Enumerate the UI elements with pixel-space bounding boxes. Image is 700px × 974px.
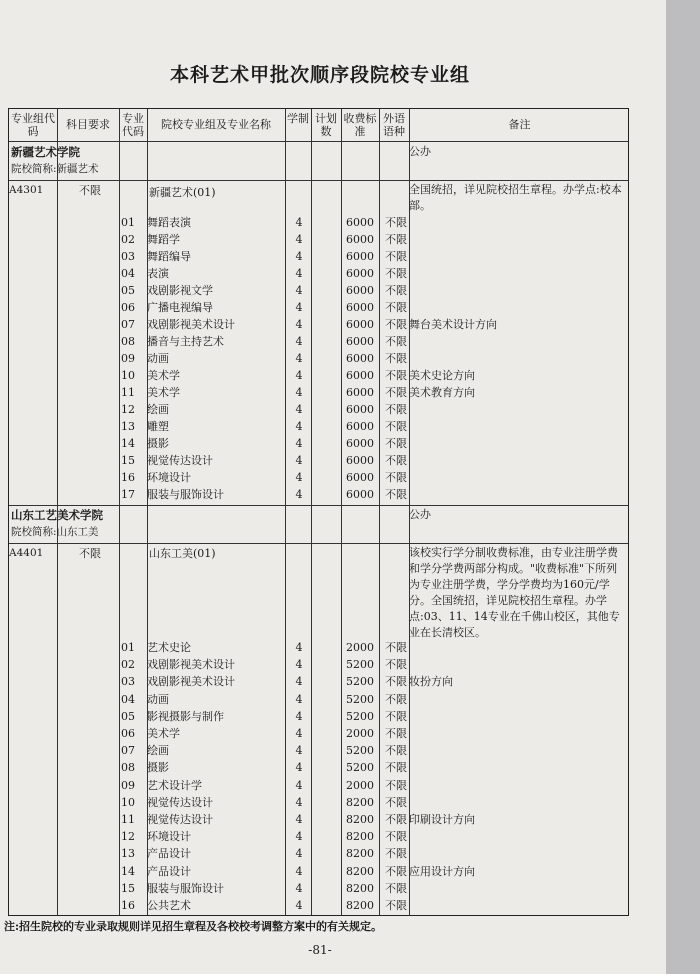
major-name: 艺术史论: [147, 641, 191, 654]
major-years: 4: [295, 403, 303, 416]
scan-edge-shadow: [666, 0, 700, 974]
major-fee: 6000: [346, 250, 374, 263]
major-name: 美术学: [147, 727, 180, 740]
major-fee: 2000: [346, 727, 374, 740]
major-row: [9, 248, 629, 265]
major-fee: 6000: [346, 420, 374, 433]
page-title: 本科艺术甲批次顺序段院校专业组: [169, 64, 470, 86]
major-code: 07: [121, 318, 135, 331]
major-row: [9, 880, 629, 897]
major-row: [9, 418, 629, 435]
major-fee: 6000: [346, 267, 374, 280]
major-fee: 5200: [346, 744, 374, 758]
major-fee: 6000: [346, 471, 374, 484]
major-row: [9, 265, 629, 282]
major-lang: 不限: [385, 641, 407, 654]
major-row: [9, 435, 629, 452]
major-name: 戏剧影视美术设计: [147, 318, 235, 331]
header-name: 院校专业组及专业名称: [161, 118, 271, 131]
school-abbr: 院校简称:山东工美: [11, 526, 99, 538]
major-lang: 不限: [385, 454, 407, 467]
major-row: [9, 401, 629, 418]
major-fee: 2000: [346, 778, 374, 792]
major-lang: 不限: [385, 692, 407, 706]
major-row: [9, 845, 629, 862]
group-name: 新疆艺术(01): [149, 186, 216, 199]
major-lang: 不限: [385, 471, 407, 484]
major-note: 妆扮方向: [409, 675, 453, 689]
major-fee: 8200: [346, 899, 374, 912]
major-row: [9, 639, 629, 656]
major-fee: 6000: [346, 437, 374, 450]
major-years: 4: [295, 369, 303, 382]
major-years: 4: [295, 250, 303, 263]
major-fee: 6000: [346, 301, 374, 314]
major-code: 01: [121, 641, 135, 654]
major-name: 艺术设计学: [147, 778, 202, 792]
major-lang: 不限: [385, 744, 407, 758]
major-name: 舞蹈学: [147, 233, 180, 246]
major-fee: 6000: [346, 454, 374, 467]
major-code: 10: [121, 369, 135, 382]
major-row: [9, 384, 629, 401]
major-row: [9, 725, 629, 742]
major-fee: 6000: [346, 216, 374, 229]
section-divider: [9, 543, 628, 544]
major-row: [9, 708, 629, 725]
major-name: 戏剧影视文学: [147, 284, 213, 297]
major-row: [9, 863, 629, 880]
major-note: 应用设计方向: [409, 864, 475, 878]
major-code: 12: [121, 830, 135, 844]
major-name: 服装与服饰设计: [147, 488, 224, 501]
footnote: 注:招生院校的专业录取规则详见招生章程及各校校考调整方案中的有关规定。: [4, 920, 383, 933]
major-fee: 6000: [346, 233, 374, 246]
major-code: 09: [121, 352, 135, 365]
header-plan: 计划数: [315, 112, 337, 138]
major-years: 4: [295, 216, 303, 229]
major-name: 产品设计: [147, 847, 191, 861]
major-lang: 不限: [385, 420, 407, 433]
major-years: 4: [295, 709, 303, 723]
major-name: 视觉传达设计: [147, 795, 213, 809]
major-fee: 8200: [346, 864, 374, 878]
major-row: [9, 231, 629, 248]
header-note: 备注: [508, 118, 531, 131]
subject-req: 不限: [79, 547, 101, 560]
major-lang: 不限: [385, 899, 407, 912]
major-row: [9, 691, 629, 708]
major-row: [9, 299, 629, 316]
major-row: [9, 742, 629, 759]
major-name: 视觉传达设计: [147, 813, 213, 826]
major-lang: 不限: [385, 403, 407, 416]
major-row: [9, 350, 629, 367]
major-code: 02: [121, 658, 135, 672]
header-subject-req: 科目要求: [66, 118, 110, 131]
major-fee: 5200: [346, 675, 374, 689]
major-years: 4: [295, 284, 303, 297]
major-years: 4: [295, 761, 303, 775]
major-years: 4: [295, 778, 303, 792]
major-years: 4: [295, 267, 303, 280]
major-name: 环境设计: [147, 830, 191, 844]
major-fee: 5200: [346, 709, 374, 723]
major-years: 4: [295, 437, 303, 450]
major-lang: 不限: [385, 318, 407, 331]
major-row: [9, 333, 629, 350]
major-lang: 不限: [385, 250, 407, 263]
major-fee: 8200: [346, 830, 374, 844]
major-years: 4: [295, 899, 303, 912]
major-row: [9, 452, 629, 469]
major-row: [9, 794, 629, 811]
major-name: 绘画: [147, 744, 169, 758]
major-code: 11: [121, 386, 135, 399]
major-fee: 6000: [346, 284, 374, 297]
school-type: 公办: [409, 508, 431, 521]
major-lang: 不限: [385, 658, 407, 672]
major-row: [9, 828, 629, 845]
major-fee: 8200: [346, 881, 374, 895]
major-code: 10: [121, 795, 135, 809]
major-years: 4: [295, 318, 303, 331]
major-lang: 不限: [385, 830, 407, 844]
major-note: 美术教育方向: [409, 386, 475, 399]
major-lang: 不限: [385, 727, 407, 740]
major-code: 08: [121, 761, 135, 775]
group-code: A4301: [9, 184, 44, 196]
major-fee: 8200: [346, 795, 374, 809]
major-name: 动画: [147, 352, 169, 365]
major-fee: 5200: [346, 761, 374, 775]
major-lang: 不限: [385, 233, 407, 246]
major-code: 03: [121, 675, 135, 689]
major-row: [9, 486, 629, 503]
major-years: 4: [295, 471, 303, 484]
major-lang: 不限: [385, 864, 407, 878]
major-years: 4: [295, 658, 303, 672]
major-years: 4: [295, 488, 303, 501]
major-code: 01: [121, 216, 135, 229]
major-fee: 6000: [346, 488, 374, 501]
major-name: 产品设计: [147, 864, 191, 878]
major-name: 美术学: [147, 386, 180, 399]
major-lang: 不限: [385, 369, 407, 382]
header-lang: 外语语种: [383, 112, 405, 138]
major-years: 4: [295, 454, 303, 467]
major-lang: 不限: [385, 216, 407, 229]
major-code: 15: [121, 881, 135, 895]
major-years: 4: [295, 420, 303, 433]
major-years: 4: [295, 335, 303, 348]
major-lang: 不限: [385, 386, 407, 399]
major-code: 12: [121, 403, 135, 416]
major-fee: 2000: [346, 641, 374, 654]
major-row: [9, 897, 629, 914]
header-major-code: 专业代码: [122, 112, 144, 138]
major-name: 美术学: [147, 369, 180, 382]
major-lang: 不限: [385, 813, 407, 826]
major-years: 4: [295, 864, 303, 878]
major-fee: 6000: [346, 386, 374, 399]
major-name: 服装与服饰设计: [147, 881, 224, 895]
major-code: 03: [121, 250, 135, 263]
major-code: 07: [121, 744, 135, 758]
school-type: 公办: [409, 145, 431, 158]
major-years: 4: [295, 795, 303, 809]
major-lang: 不限: [385, 778, 407, 792]
major-years: 4: [295, 830, 303, 844]
major-name: 舞蹈编导: [147, 250, 191, 263]
subject-req: 不限: [79, 184, 101, 197]
major-code: 17: [121, 488, 135, 501]
section-divider: [9, 505, 628, 506]
major-years: 4: [295, 233, 303, 246]
major-years: 4: [295, 641, 303, 654]
major-row: [9, 777, 629, 794]
header-years: 学制: [287, 112, 309, 125]
major-code: 08: [121, 335, 135, 348]
section-divider: [9, 180, 628, 181]
major-name: 雕塑: [147, 420, 169, 433]
major-row: [9, 469, 629, 486]
major-years: 4: [295, 386, 303, 399]
major-years: 4: [295, 692, 303, 706]
major-code: 04: [121, 692, 135, 706]
major-years: 4: [295, 727, 303, 740]
major-lang: 不限: [385, 675, 407, 689]
school-abbr: 院校简称:新疆艺术: [11, 163, 99, 175]
major-lang: 不限: [385, 352, 407, 365]
school-name: 新疆艺术学院: [11, 145, 80, 159]
major-fee: 6000: [346, 335, 374, 348]
major-years: 4: [295, 675, 303, 689]
major-code: 13: [121, 420, 135, 433]
major-name: 影视摄影与制作: [147, 709, 224, 723]
group-note: 该校实行学分制收费标准，由专业注册学费和学分学费两部分构成。"收费标准"下所列为专业注册学费，学分学费均为160元/学分。全国统招，详见院校招生章程。办学点:03、11、14专业在千佛山校区，其他专业在长清校区。: [409, 546, 620, 639]
major-name: 视觉传达设计: [147, 454, 213, 467]
major-fee: 6000: [346, 369, 374, 382]
major-name: 摄影: [147, 437, 169, 450]
major-lang: 不限: [385, 437, 407, 450]
major-name: 舞蹈表演: [147, 216, 191, 229]
major-fee: 6000: [346, 403, 374, 416]
major-lang: 不限: [385, 761, 407, 775]
major-row: [9, 759, 629, 776]
major-note: 印刷设计方向: [409, 813, 475, 826]
major-name: 戏剧影视美术设计: [147, 675, 235, 689]
major-code: 13: [121, 847, 135, 861]
major-name: 绘画: [147, 403, 169, 416]
major-code: 16: [121, 471, 135, 484]
major-lang: 不限: [385, 267, 407, 280]
group-name: 山东工美(01): [149, 547, 216, 560]
major-code: 02: [121, 233, 135, 246]
major-code: 15: [121, 454, 135, 467]
group-note: 全国统招，详见院校招生章程。办学点:校本部。: [409, 183, 622, 212]
major-years: 4: [295, 813, 303, 826]
major-code: 05: [121, 284, 135, 297]
major-code: 05: [121, 709, 135, 723]
major-name: 播音与主持艺术: [147, 335, 224, 348]
major-name: 动画: [147, 692, 169, 706]
major-lang: 不限: [385, 301, 407, 314]
major-code: 06: [121, 301, 135, 314]
major-name: 公共艺术: [147, 899, 191, 912]
major-code: 14: [121, 864, 135, 878]
major-name: 环境设计: [147, 471, 191, 484]
group-code: A4401: [9, 547, 44, 559]
major-row: [9, 316, 629, 333]
major-note: 舞台美术设计方向: [409, 318, 497, 331]
major-name: 表演: [147, 267, 169, 280]
major-fee: 6000: [346, 352, 374, 365]
major-lang: 不限: [385, 709, 407, 723]
major-years: 4: [295, 881, 303, 895]
major-note: 美术史论方向: [409, 369, 475, 382]
major-lang: 不限: [385, 795, 407, 809]
major-row: [9, 214, 629, 231]
major-lang: 不限: [385, 488, 407, 501]
major-years: 4: [295, 301, 303, 314]
major-fee: 5200: [346, 692, 374, 706]
header-group-code: 专业组代码: [11, 112, 55, 138]
admission-table: [8, 108, 629, 916]
page-number: -81-: [308, 943, 332, 957]
major-fee: 8200: [346, 813, 374, 826]
major-lang: 不限: [385, 881, 407, 895]
school-name: 山东工艺美术学院: [11, 508, 103, 522]
major-code: 14: [121, 437, 135, 450]
major-row: [9, 367, 629, 384]
major-fee: 8200: [346, 847, 374, 861]
major-name: 广播电视编导: [147, 301, 213, 314]
major-code: 06: [121, 727, 135, 740]
major-row: [9, 656, 629, 673]
major-code: 09: [121, 778, 135, 792]
major-row: [9, 673, 629, 690]
major-row: [9, 282, 629, 299]
major-lang: 不限: [385, 847, 407, 861]
major-years: 4: [295, 744, 303, 758]
major-name: 摄影: [147, 761, 169, 775]
major-lang: 不限: [385, 335, 407, 348]
major-code: 11: [121, 813, 135, 826]
header-fee: 收费标准: [343, 112, 377, 138]
major-years: 4: [295, 352, 303, 365]
major-fee: 5200: [346, 658, 374, 672]
major-code: 16: [121, 899, 135, 912]
major-row: [9, 811, 629, 828]
header-divider: [9, 141, 628, 142]
major-lang: 不限: [385, 284, 407, 297]
major-code: 04: [121, 267, 135, 280]
major-name: 戏剧影视美术设计: [147, 658, 235, 672]
major-years: 4: [295, 847, 303, 861]
major-fee: 6000: [346, 318, 374, 331]
